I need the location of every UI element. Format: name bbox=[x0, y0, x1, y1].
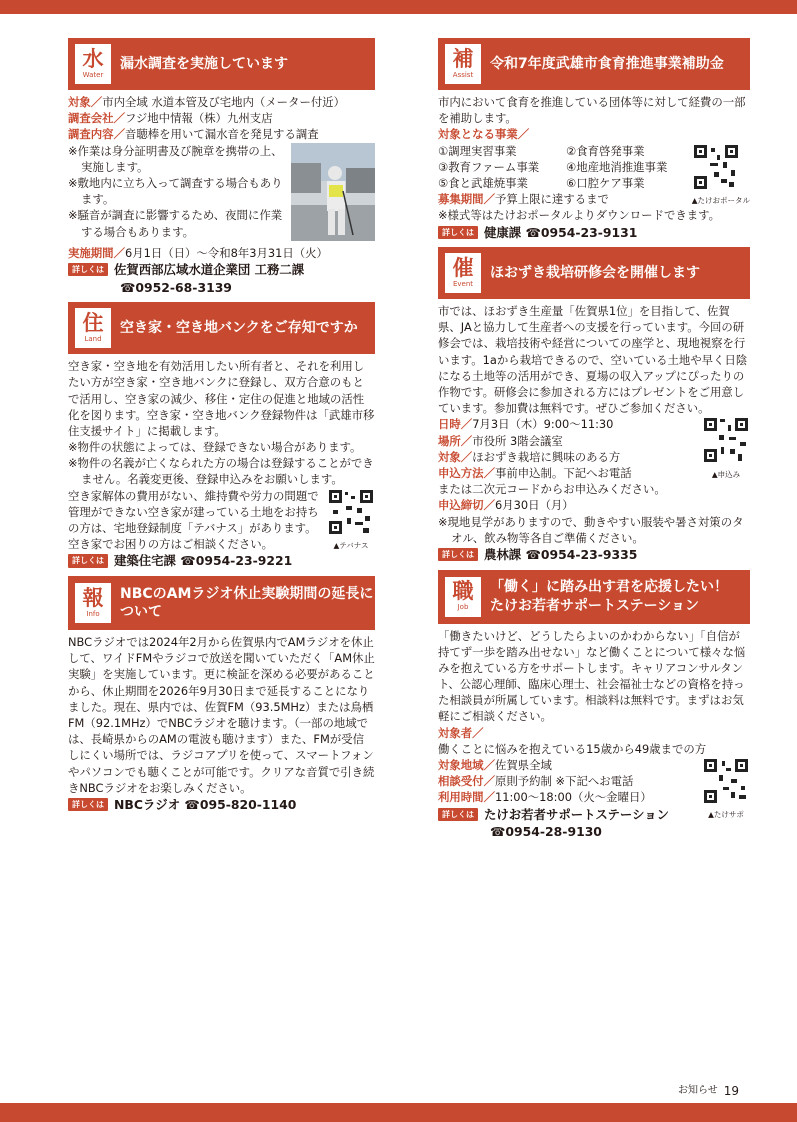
assist-recruit-label: 募集期間／ bbox=[438, 192, 495, 207]
event-target-label: 対象／ bbox=[438, 449, 473, 464]
qr-code-icon bbox=[692, 143, 740, 191]
event-place-label: 場所／ bbox=[438, 433, 473, 448]
assist-badge bbox=[445, 44, 481, 84]
land-paragraph-1: 空き家・空き地を有効活用したい所有者と、それを利用したい方が空き家・空き地バンクに登録し、双方合意のもとで活用し、空き家の減少、移住・定住の促進と地域の活性化を図ります。空き家・空き地バンク登録物件は「武雄市移住支援サイト」に掲載します。 bbox=[68, 359, 375, 438]
page-footer bbox=[678, 1083, 739, 1100]
assist-paragraph: 市内において食育を推進している団体等に対して経費の一部を補助します。 bbox=[438, 95, 746, 126]
assist-items-list bbox=[438, 143, 686, 192]
water-content: 音聴棒を用いて漏水音を発見する調査 bbox=[124, 127, 319, 142]
info-contact bbox=[68, 796, 375, 814]
water-badge-kanji: 水 bbox=[82, 46, 104, 71]
assist-title: 令和7年度武雄市食育推進事業補助金 bbox=[490, 55, 724, 72]
land-note-2: ※物件の名義が亡くなられた方の場合は登録することができません。名義変更後、登録申込みをお願いします。 bbox=[68, 456, 374, 487]
land-badge-english: Land bbox=[84, 334, 102, 343]
event-note: ※現地見学がありますので、動きやすい服装や暑さ対策のタオル、飲み物等各自ご準備ください。 bbox=[438, 514, 744, 545]
job-hours: 11:00～18:00（火～金曜日） bbox=[494, 790, 652, 805]
info-paragraph: NBCラジオでは2024年2月から佐賀県内でAMラジオを休止して、ワイドFMやラジコで放送を聞いていただく「AM休止実験」を実施しています。更に検証を深める必要があることから、休止期間を2026年9月30日まで延長することになりました。現在、県内では、佐賀FM（93.5MHz）または鳥栖FM（92.1MHz）でNBCラジオを聴けます。（一部の地域では、長崎県からのAMの電波も聴けます）また、FMが受信しにくい場所では、ラジコアプリを使って、スマートフォンやパソコンでも聴くことが可能です。クリアな音質で引き続きNBCラジオをお楽しみください。 bbox=[68, 635, 375, 795]
water-section bbox=[68, 38, 375, 296]
bottom-color-bar bbox=[0, 1103, 797, 1122]
event-apply-label: 申込方法／ bbox=[438, 465, 495, 480]
info-contact-text: NBCラジオ ☎095-820-1140 bbox=[114, 796, 297, 812]
water-target: 市内全域 水道本管及び宅地内（メーター付近） bbox=[102, 95, 346, 109]
assist-recruit: 予算上限に達するまで bbox=[494, 192, 609, 207]
water-note-3: ※騒音が調査に影響するため、夜間に作業する場合もあります。 bbox=[68, 208, 283, 239]
land-contact-text: 建築住宅課 ☎0954-23-9221 bbox=[114, 553, 293, 569]
info-badge-kanji: 報 bbox=[82, 585, 104, 610]
event-badge bbox=[445, 253, 481, 293]
water-company-line bbox=[68, 110, 375, 126]
left-column bbox=[68, 38, 375, 820]
water-period-line bbox=[68, 245, 375, 261]
job-title-line-2: たけお若者サポートステーション bbox=[490, 597, 700, 614]
assist-contact-text: 健康課 ☎0954-23-9131 bbox=[484, 224, 638, 240]
right-column bbox=[438, 38, 750, 847]
top-color-bar bbox=[0, 0, 797, 14]
event-date: 7月3日（木）9:00～11:30 bbox=[472, 417, 614, 432]
job-title-line-1: 「働く」に踏み出す君を応援したい！ bbox=[490, 579, 728, 596]
job-badge-english: Job bbox=[457, 603, 469, 612]
water-contact-tel: ☎0952-68-3139 bbox=[120, 279, 232, 295]
event-apply: 事前申込制。下記へお電話 bbox=[494, 465, 632, 480]
event-title: ほおずき栽培研修会を開催します bbox=[490, 265, 700, 282]
job-header bbox=[438, 570, 750, 624]
land-header bbox=[68, 302, 375, 354]
job-contact-name: たけお若者サポートステーション bbox=[484, 806, 669, 822]
water-company: フジ地中情報（株）九州支店 bbox=[124, 111, 273, 126]
info-badge bbox=[75, 583, 111, 623]
water-period-label: 実施期間／ bbox=[68, 245, 125, 260]
water-photo bbox=[291, 143, 375, 245]
job-hours-label: 利用時間／ bbox=[438, 790, 495, 805]
info-more-tag: 詳しくは bbox=[68, 798, 108, 811]
event-deadline: 6月30日（月） bbox=[494, 498, 574, 513]
assist-badge-kanji: 補 bbox=[452, 46, 474, 71]
land-qr-caption: ▲テバナス bbox=[333, 540, 369, 550]
footer-label: お知らせ bbox=[678, 1085, 718, 1097]
event-place: 市役所 3階会議室 bbox=[472, 433, 563, 448]
job-target: 働くことに悩みを抱えている15歳から49歳までの方 bbox=[438, 741, 707, 756]
water-note-2: ※敷地内に立ち入って調査する場合もあります。 bbox=[68, 175, 283, 207]
event-qr bbox=[702, 416, 750, 480]
water-period: 6月1日（日）～令和8年3月31日（火） bbox=[124, 245, 328, 260]
qr-code-icon bbox=[702, 757, 750, 805]
job-reception: 原則予約制 ※下記へお電話 bbox=[494, 774, 634, 789]
water-contact-name: 佐賀西部広域水道企業団 工務二課 bbox=[114, 261, 305, 277]
page-number: 19 bbox=[723, 1084, 739, 1098]
assist-item-3: ③教育ファーム事業 bbox=[438, 159, 540, 174]
assist-header bbox=[438, 38, 750, 90]
assist-section bbox=[438, 38, 750, 241]
job-area: 佐賀県全域 bbox=[494, 758, 552, 773]
water-badge bbox=[75, 44, 111, 84]
assist-note: ※様式等はたけおポータルよりダウンロードできます。 bbox=[438, 208, 721, 223]
water-badge-english: Water bbox=[82, 70, 104, 79]
assist-item-6: ⑥口腔ケア事業 bbox=[566, 175, 645, 190]
info-header bbox=[68, 576, 375, 630]
water-target-label: 対象／ bbox=[68, 95, 103, 109]
land-section bbox=[68, 302, 375, 570]
assist-item-1: ①調理実習事業 bbox=[438, 143, 517, 158]
water-more-tag: 詳しくは bbox=[68, 263, 108, 276]
event-contact bbox=[438, 546, 750, 564]
land-more-tag: 詳しくは bbox=[68, 554, 108, 567]
qr-code-icon bbox=[327, 488, 375, 536]
event-date-label: 日時／ bbox=[438, 417, 473, 432]
land-title: 空き家・空き地バンクをご存知ですか bbox=[120, 320, 358, 337]
job-paragraph: 「働きたいけど、どうしたらよいのかわからない」「自信が持てず一歩を踏み出せない」など働くことについて様々な悩みを抱えている方をサポートします。キャリアコンサルタント、公認心理師、臨床心理士、社会福祉士などの資格を持った相談員が所属しています。相談料は無料です。まずはお気軽にご相談ください。 bbox=[438, 628, 746, 724]
land-qr bbox=[327, 488, 375, 552]
job-target-label: 対象者／ bbox=[438, 725, 484, 740]
event-deadline-line bbox=[438, 497, 750, 513]
event-deadline-label: 申込締切／ bbox=[438, 498, 495, 513]
water-company-label: 調査会社／ bbox=[68, 111, 125, 126]
event-apply-2: または二次元コードからお申込みください。 bbox=[438, 482, 666, 497]
water-contact bbox=[68, 261, 375, 279]
event-section bbox=[438, 247, 750, 563]
assist-item-4: ④地産地消推進事業 bbox=[566, 159, 668, 174]
water-target-line bbox=[68, 94, 375, 110]
water-content-line bbox=[68, 126, 375, 142]
water-note-1: ※作業は身分証明書及び腕章を携帯の上、実施します。 bbox=[68, 143, 283, 174]
event-badge-kanji: 催 bbox=[452, 255, 474, 280]
event-qr-caption: ▲申込み bbox=[711, 469, 741, 479]
job-qr bbox=[702, 757, 750, 821]
job-contact-tel: ☎0954-28-9130 bbox=[490, 824, 602, 840]
info-title: NBCのAMラジオ休止実験期間の延長について bbox=[120, 585, 374, 621]
event-badge-english: Event bbox=[452, 279, 474, 288]
land-badge-kanji: 住 bbox=[82, 310, 104, 335]
job-badge bbox=[445, 577, 481, 617]
event-target: ほおずき栽培に興味のある方 bbox=[472, 449, 621, 464]
water-content-label: 調査内容／ bbox=[68, 127, 125, 142]
land-contact bbox=[68, 552, 375, 570]
land-badge bbox=[75, 308, 111, 348]
assist-item-5: ⑤食と武雄焼事業 bbox=[438, 175, 528, 190]
job-title bbox=[490, 578, 728, 614]
assist-item-2: ②食育啓発事業 bbox=[566, 143, 645, 158]
land-paragraph-2: 空き家解体の費用がない、維持費や労力の問題で管理ができない空き家が建っている土地をお持ちの方は、宅地登録制度「テバナス」があります。空き家でお困りの方はご相談ください。 bbox=[68, 488, 319, 552]
job-more-tag: 詳しくは bbox=[438, 808, 478, 821]
job-badge-kanji: 職 bbox=[452, 579, 474, 604]
info-badge-english: Info bbox=[86, 609, 100, 618]
job-area-label: 対象地域／ bbox=[438, 758, 495, 773]
job-section bbox=[438, 570, 750, 841]
job-reception-label: 相談受付／ bbox=[438, 774, 495, 789]
water-header bbox=[68, 38, 375, 90]
event-contact-text: 農林課 ☎0954-23-9335 bbox=[484, 546, 638, 562]
assist-eligible-label: 対象となる事業／ bbox=[438, 127, 530, 142]
event-header bbox=[438, 247, 750, 299]
assist-more-tag: 詳しくは bbox=[438, 226, 478, 239]
water-title: 漏水調査を実施しています bbox=[120, 55, 288, 72]
event-more-tag: 詳しくは bbox=[438, 548, 478, 561]
assist-qr-caption: ▲たけおポータル bbox=[691, 195, 750, 205]
assist-badge-english: Assist bbox=[452, 70, 474, 79]
assist-qr bbox=[692, 143, 750, 207]
event-paragraph: 市では、ほおずき生産量「佐賀県1位」を目指して、佐賀県、JAと協力して生産者への支援を行っています。今回の研修会では、栽培技術や経営についての座学と、現地視察を行います。1aから栽培できるので、空いている土地や早く日陰になる土地等の活用ができ、夏場の収入アップにぴったりの作物です。研修会に参加される方にはプレゼントをご用意しています。参加費は無料です。ぜひご参加ください。 bbox=[438, 304, 748, 416]
info-section bbox=[68, 576, 375, 813]
qr-code-icon bbox=[702, 416, 750, 464]
assist-contact bbox=[438, 224, 750, 242]
worker-listening-photo-icon bbox=[291, 143, 375, 241]
job-qr-caption: ▲たけサポ bbox=[708, 810, 744, 820]
land-note-1: ※物件の状態によっては、登録できない場合があります。 bbox=[68, 440, 362, 455]
